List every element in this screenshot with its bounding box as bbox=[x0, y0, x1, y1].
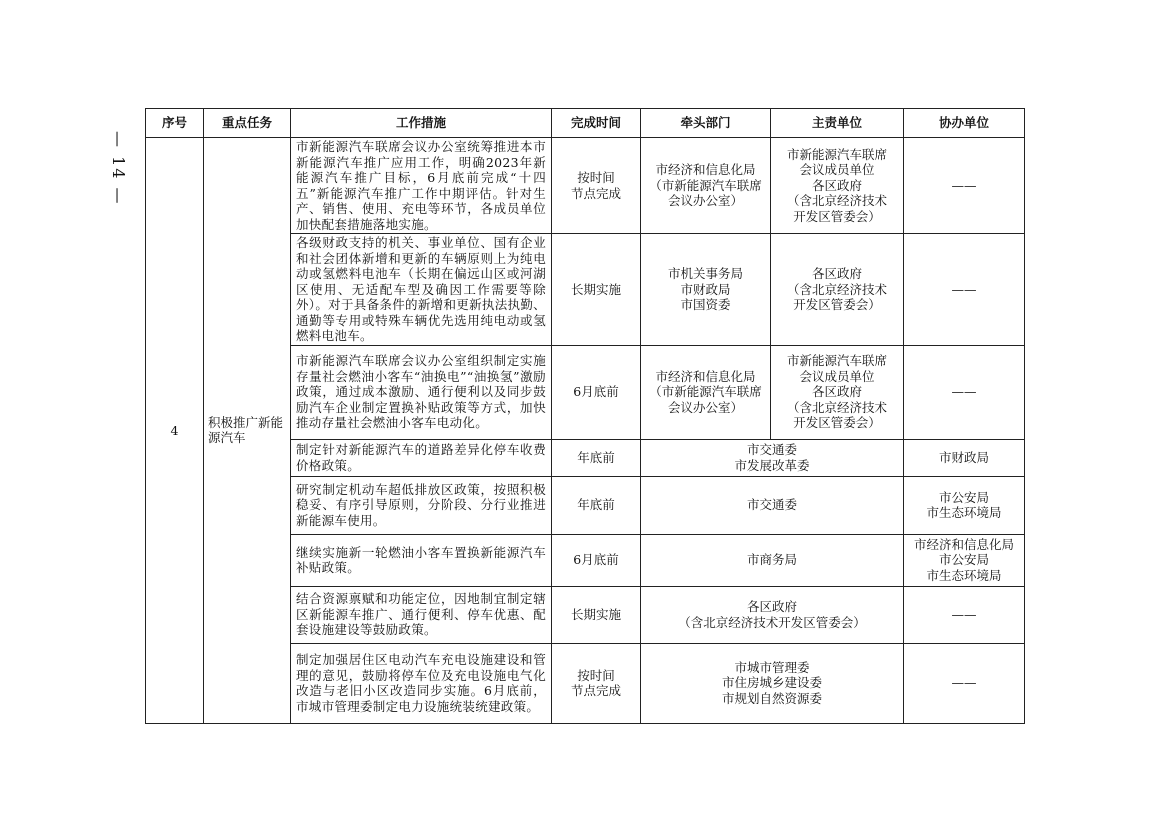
header-lead: 牵头部门 bbox=[641, 109, 771, 138]
measure-cell: 研究制定机动车超低排放区政策，按照积极稳妥、有序引导原则，分阶段、分行业推进新能源车使用。 bbox=[291, 476, 552, 534]
assist-cell: 市经济和信息化局 市公安局 市生态环境局 bbox=[904, 534, 1025, 586]
deadline-cell: 按时间 节点完成 bbox=[552, 643, 641, 723]
lead-cell: 市经济和信息化局 （市新能源汽车联席 会议办公室） bbox=[641, 138, 771, 234]
assist-cell: —— bbox=[904, 643, 1025, 723]
header-assist: 协办单位 bbox=[904, 109, 1025, 138]
measure-cell: 继续实施新一轮燃油小客车置换新能源汽车补贴政策。 bbox=[291, 534, 552, 586]
table-header-row bbox=[146, 109, 1025, 138]
deadline-cell: 年底前 bbox=[552, 476, 641, 534]
lead-main-cell: 市商务局 bbox=[641, 534, 904, 586]
header-deadline: 完成时间 bbox=[552, 109, 641, 138]
main-cell: 各区政府 （含北京经济技术 开发区管委会） bbox=[771, 234, 904, 346]
lead-main-cell: 各区政府 （含北京经济技术开发区管委会） bbox=[641, 586, 904, 643]
main-cell: 市新能源汽车联席 会议成员单位 各区政府 （含北京经济技术 开发区管委会） bbox=[771, 345, 904, 439]
lead-main-cell: 市交通委 市发展改革委 bbox=[641, 439, 904, 476]
group-task: 积极推广新能源汽车 bbox=[204, 138, 291, 724]
deadline-cell: 6月底前 bbox=[552, 534, 641, 586]
deadline-cell: 6月底前 bbox=[552, 345, 641, 439]
measure-cell: 制定针对新能源汽车的道路差异化停车收费价格政策。 bbox=[291, 439, 552, 476]
task-table bbox=[145, 108, 1025, 724]
measure-cell: 市新能源汽车联席会议办公室组织制定实施存量社会燃油小客车“油换电”“油换氢”激励政策，通过成本激励、通行便利以及同步鼓励汽车企业制定置换补贴政策等方式，加快推动存量社会燃油小客车电动化。 bbox=[291, 345, 552, 439]
lead-main-cell: 市城市管理委 市住房城乡建设委 市规划自然资源委 bbox=[641, 643, 904, 723]
header-task: 重点任务 bbox=[204, 109, 291, 138]
assist-cell: —— bbox=[904, 234, 1025, 346]
deadline-cell: 按时间 节点完成 bbox=[552, 138, 641, 234]
assist-cell: —— bbox=[904, 586, 1025, 643]
assist-cell: —— bbox=[904, 345, 1025, 439]
deadline-cell: 长期实施 bbox=[552, 234, 641, 346]
main-cell: 市新能源汽车联席 会议成员单位 各区政府 （含北京经济技术 开发区管委会） bbox=[771, 138, 904, 234]
measure-cell: 结合资源禀赋和功能定位，因地制宜制定辖区新能源车推广、通行便利、停车优惠、配套设施建设等鼓励政策。 bbox=[291, 586, 552, 643]
assist-cell: 市公安局 市生态环境局 bbox=[904, 476, 1025, 534]
header-measure: 工作措施 bbox=[291, 109, 552, 138]
assist-cell: —— bbox=[904, 138, 1025, 234]
group-index: 4 bbox=[146, 138, 204, 724]
deadline-cell: 年底前 bbox=[552, 439, 641, 476]
lead-cell: 市机关事务局 市财政局 市国资委 bbox=[641, 234, 771, 346]
table-row bbox=[146, 138, 1025, 234]
lead-cell: 市经济和信息化局 （市新能源汽车联席 会议办公室） bbox=[641, 345, 771, 439]
measure-cell: 各级财政支持的机关、事业单位、国有企业和社会团体新增和更新的车辆原则上为纯电动或氢燃料电池车（长期在偏远山区或河湖区使用、无适配车型及确因工作需要等除外）。对于具备条件的新增和更新执法执勤、通勤等专用或特殊车辆优先选用纯电动或氢燃料电池车。 bbox=[291, 234, 552, 346]
deadline-cell: 长期实施 bbox=[552, 586, 641, 643]
header-main: 主责单位 bbox=[771, 109, 904, 138]
header-index: 序号 bbox=[146, 109, 204, 138]
page-number: — 14 — bbox=[109, 130, 128, 206]
measure-cell: 市新能源汽车联席会议办公室统筹推进本市新能源汽车推广应用工作，明确2023年新能源汽车推广目标，6月底前完成“十四五”新能源汽车推广工作中期评估。针对生产、销售、使用、充电等环节，各成员单位加快配套措施落地实施。 bbox=[291, 138, 552, 234]
assist-cell: 市财政局 bbox=[904, 439, 1025, 476]
lead-main-cell: 市交通委 bbox=[641, 476, 904, 534]
measure-cell: 制定加强居住区电动汽车充电设施建设和管理的意见，鼓励将停车位及充电设施电气化改造与老旧小区改造同步实施。6月底前，市城市管理委制定电力设施统装统建政策。 bbox=[291, 643, 552, 723]
